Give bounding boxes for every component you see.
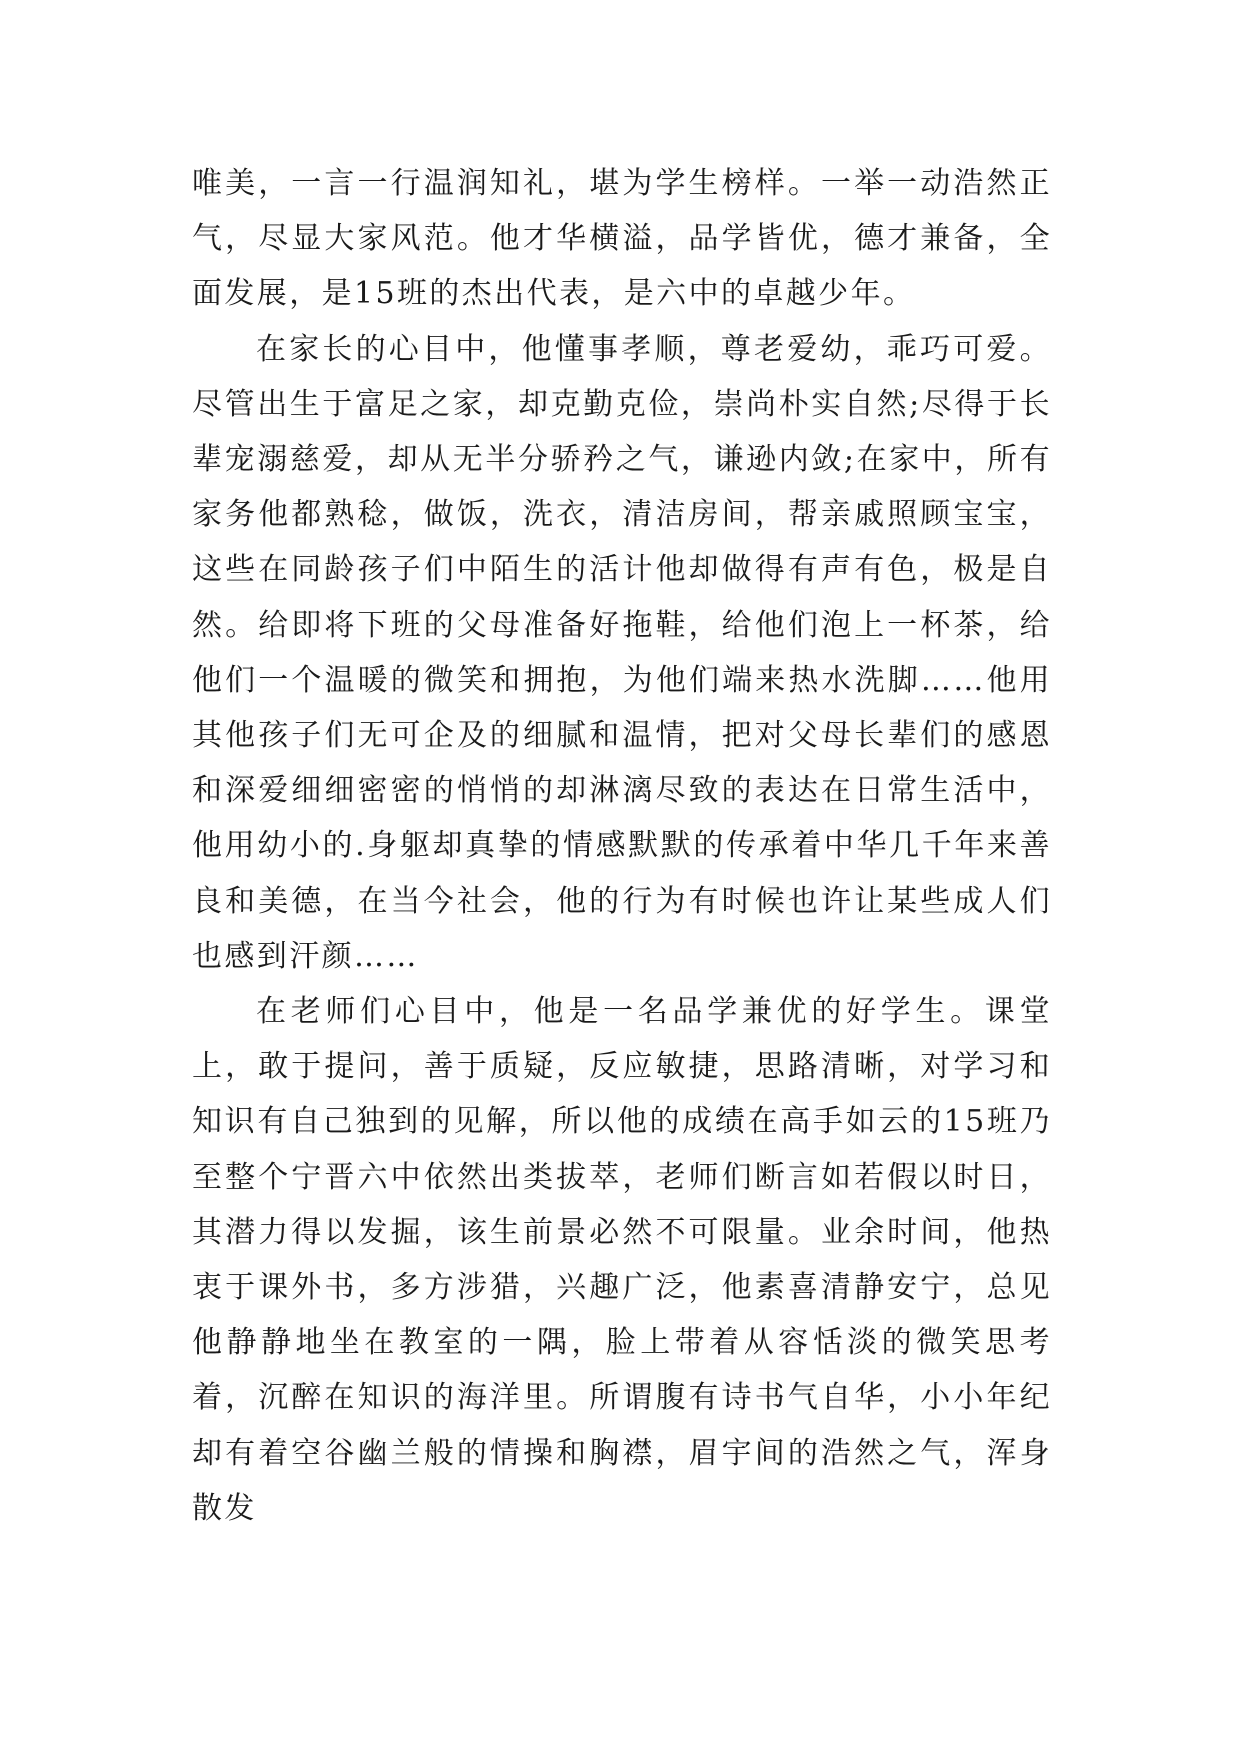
document-body [192, 156, 1052, 1536]
paragraph-1: 唯美，一言一行温润知礼，堪为学生榜样。一举一动浩然正气，尽显大家风范。他才华横溢，品学皆优，德才兼备，全面发展，是15班的杰出代表，是六中的卓越少年。 [192, 166, 1052, 312]
paragraph-3: 在老师们心目中，他是一名品学兼优的好学生。课堂上，敢于提问，善于质疑，反应敏捷，思路清晰，对学习和知识有自己独到的见解，所以他的成绩在高手如云的15班乃至整个宁晋六中依然出类拔萃，老师们断言如若假以时日，其潜力得以发掘，该生前景必然不可限量。业余时间，他热衷于课外书，多方涉猎，兴趣广泛，他素喜清静安宁，总见他静静地坐在教室的一隅，脸上带着从容恬淡的微笑思考着，沉醉在知识的海洋里。所谓腹有诗书气自华，小小年纪却有着空谷幽兰般的情操和胸襟，眉宇间的浩然之气，浑身散发 [192, 994, 1052, 1526]
paragraph-2: 在家长的心目中，他懂事孝顺，尊老爱幼，乖巧可爱。尽管出生于富足之家，却克勤克俭，崇尚朴实自然;尽得于长辈宠溺慈爱，却从无半分骄矜之气，谦逊内敛;在家中，所有家务他都熟稔，做饭，洗衣，清洁房间，帮亲戚照顾宝宝，这些在同龄孩子们中陌生的活计他却做得有声有色，极是自然。给即将下班的父母准备好拖鞋，给他们泡上一杯茶，给他们一个温暖的微笑和拥抱，为他们端来热水洗脚……他用其他孩子们无可企及的细腻和温情，把对父母长辈们的感恩和深爱细细密密的悄悄的却淋漓尽致的表达在日常生活中，他用幼小的.身躯却真挚的情感默默的传承着中华几千年来善良和美德，在当今社会，他的行为有时候也许让某些成人们也感到汗颜…… [192, 331, 1052, 974]
